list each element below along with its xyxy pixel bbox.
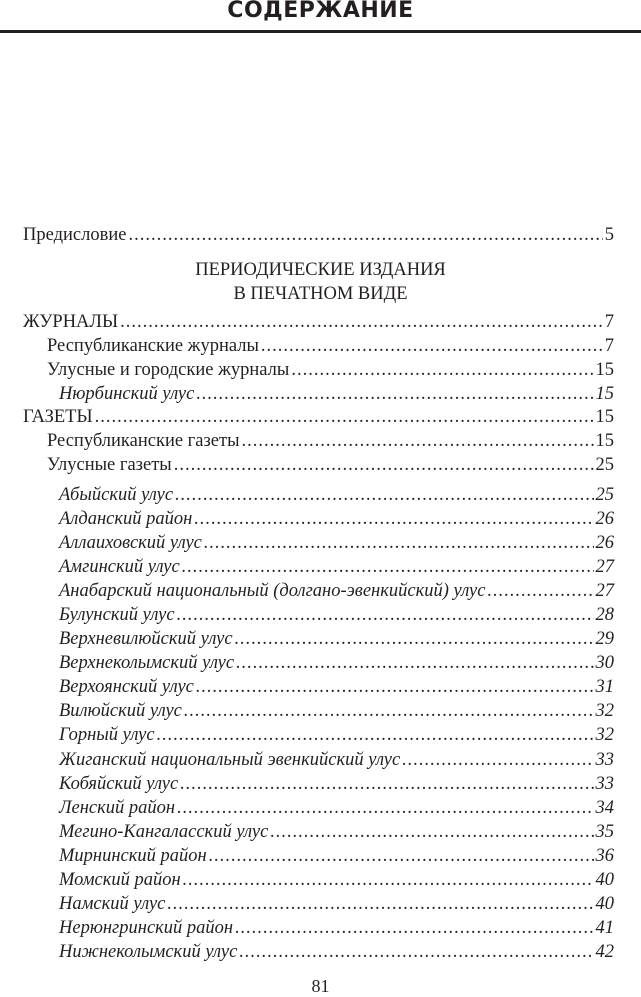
page-title: СОДЕРЖАНИЕ bbox=[227, 0, 414, 23]
dot-leader bbox=[291, 359, 593, 383]
toc-entry-page: 34 bbox=[595, 797, 614, 818]
dot-leader bbox=[182, 555, 594, 579]
toc-entry-label: Амгинский улус bbox=[59, 557, 180, 578]
toc-entry-label: Абыйский улус bbox=[59, 485, 174, 505]
toc-entry-label: Булунский улус bbox=[59, 605, 175, 626]
toc-entry-page: 7 bbox=[604, 335, 614, 356]
toc-entry[interactable] bbox=[59, 579, 614, 603]
toc-entry-preface[interactable] bbox=[23, 224, 614, 248]
toc-entry-label: Улусные газеты bbox=[47, 455, 172, 476]
toc-entry-page: 15 bbox=[595, 407, 614, 428]
toc-entry-label: Анабарский национальный (долгано-эвенкийский) улус bbox=[59, 581, 486, 602]
toc-entry-page: 26 bbox=[595, 509, 614, 530]
toc-entry[interactable] bbox=[47, 359, 614, 383]
toc-entry-label: Предисловие bbox=[23, 225, 127, 245]
toc-entry-label: Момский район bbox=[59, 869, 181, 890]
dot-leader bbox=[184, 699, 594, 723]
toc-entry-label: Верхоянский улус bbox=[59, 677, 194, 698]
dot-leader bbox=[128, 224, 602, 248]
toc-entry-label: Алданский район bbox=[59, 509, 193, 530]
dot-leader bbox=[235, 916, 593, 940]
toc-entry[interactable] bbox=[59, 892, 614, 916]
toc-entry-page: 26 bbox=[595, 533, 614, 554]
dot-leader bbox=[183, 868, 594, 892]
dot-leader bbox=[196, 675, 594, 699]
dot-leader bbox=[177, 796, 593, 820]
toc-entry[interactable] bbox=[59, 699, 614, 723]
toc-entry-page: 32 bbox=[595, 725, 614, 746]
toc-entry-label: Верхневилюйский улус bbox=[59, 629, 233, 650]
dot-leader bbox=[174, 454, 594, 478]
toc-entry-page: 28 bbox=[595, 605, 614, 626]
toc-entry-label: Ленский район bbox=[59, 797, 176, 818]
section-heading bbox=[0, 258, 641, 306]
toc-entry-page: 40 bbox=[595, 893, 614, 914]
dot-leader bbox=[196, 383, 593, 407]
toc-entries bbox=[0, 311, 641, 478]
toc-entry-page: 27 bbox=[595, 557, 614, 578]
toc-entry[interactable] bbox=[59, 651, 614, 675]
toc-entry[interactable] bbox=[59, 531, 614, 555]
toc-entry-label: ЖУРНАЛЫ bbox=[23, 312, 119, 332]
toc-entry[interactable] bbox=[59, 772, 614, 796]
dot-leader bbox=[487, 579, 593, 603]
toc-entry-label: Аллаиховский улус bbox=[59, 533, 202, 554]
toc-entry[interactable] bbox=[59, 796, 614, 820]
toc-entry-label: Горный улус bbox=[59, 725, 155, 746]
toc-entry[interactable] bbox=[59, 383, 614, 407]
toc-entry[interactable] bbox=[59, 603, 614, 627]
toc-entry[interactable] bbox=[59, 507, 614, 531]
toc-entry[interactable] bbox=[59, 627, 614, 651]
toc-entry-page: 30 bbox=[595, 653, 614, 674]
toc-entry-page: 32 bbox=[595, 701, 614, 722]
dot-leader bbox=[167, 892, 593, 916]
dot-leader bbox=[95, 406, 594, 430]
dot-leader bbox=[177, 603, 594, 627]
section-heading-line2: В ПЕЧАТНОМ ВИДЕ bbox=[233, 284, 408, 304]
toc-entry-label: Нижнеколымский улус bbox=[59, 941, 238, 962]
toc-entry-label: Намский улус bbox=[59, 893, 166, 914]
toc-entry-label: ГАЗЕТЫ bbox=[23, 407, 93, 428]
toc-entry[interactable] bbox=[59, 675, 614, 699]
dot-leader bbox=[194, 507, 593, 531]
toc-entry-page: 35 bbox=[595, 821, 614, 842]
dot-leader bbox=[175, 483, 593, 507]
toc-entry[interactable] bbox=[47, 335, 614, 359]
toc-entry[interactable] bbox=[23, 406, 614, 430]
toc-entry-page: 40 bbox=[595, 869, 614, 890]
toc-entry-label: Верхнеколымский улус bbox=[59, 653, 235, 674]
toc-entry[interactable] bbox=[59, 916, 614, 940]
dot-leader bbox=[239, 940, 593, 964]
toc-entry-label: Мегино-Кангаласский улус bbox=[59, 821, 269, 842]
toc-entry-page: 31 bbox=[595, 677, 614, 698]
toc-entry-page: 7 bbox=[604, 312, 614, 332]
dot-leader bbox=[235, 627, 594, 651]
toc-entry-label: Улусные и городские журналы bbox=[47, 359, 290, 380]
toc-entry-page: 41 bbox=[595, 917, 614, 938]
toc-entry[interactable] bbox=[59, 844, 614, 868]
dot-leader bbox=[157, 723, 594, 747]
toc-entry-label: Нерюнгринский район bbox=[59, 917, 234, 938]
toc-entry-page: 42 bbox=[595, 941, 614, 962]
toc-entry-page: 27 bbox=[595, 581, 614, 602]
toc-entry-label: Вилюйский улус bbox=[59, 701, 182, 722]
preface-block bbox=[0, 224, 641, 248]
dot-leader bbox=[270, 820, 593, 844]
toc-entry-label: Кобяйский улус bbox=[59, 773, 179, 794]
toc-entry[interactable] bbox=[59, 555, 614, 579]
toc-entry-label: Республиканские газеты bbox=[47, 431, 240, 452]
dot-leader bbox=[236, 651, 593, 675]
page-number: 81 bbox=[311, 976, 330, 996]
toc-entry-label: Республиканские журналы bbox=[47, 335, 259, 356]
section-heading-line1: ПЕРИОДИЧЕСКИЕ ИЗДАНИЯ bbox=[195, 260, 446, 280]
toc-entry-page: 29 bbox=[595, 629, 614, 650]
toc-entry[interactable] bbox=[59, 723, 614, 747]
title-divider bbox=[0, 30, 641, 33]
toc-entry-page: 15 bbox=[595, 431, 614, 452]
toc-entry-page: 15 bbox=[595, 383, 614, 404]
dot-leader bbox=[209, 844, 594, 868]
dot-leader bbox=[180, 772, 593, 796]
toc-ulus-entries bbox=[0, 483, 641, 964]
toc-entry-page: 25 bbox=[595, 485, 614, 505]
toc-entry[interactable] bbox=[47, 454, 614, 478]
toc-entry-page: 33 bbox=[595, 773, 614, 794]
toc-entry-page: 33 bbox=[595, 749, 614, 770]
dot-leader bbox=[261, 335, 603, 359]
toc-entry-label: Мирнинский район bbox=[59, 845, 207, 866]
toc-entry-page: 5 bbox=[604, 225, 614, 245]
toc-entry[interactable] bbox=[59, 483, 614, 507]
toc-entry-page: 36 bbox=[595, 845, 614, 866]
dot-leader bbox=[402, 748, 593, 772]
toc-entry[interactable] bbox=[23, 311, 614, 335]
toc-entry-label: Нюрбинский улус bbox=[59, 383, 195, 404]
toc-entry[interactable] bbox=[59, 748, 614, 772]
toc-entry-page: 25 bbox=[595, 455, 614, 476]
dot-leader bbox=[120, 311, 603, 335]
toc-entry[interactable] bbox=[59, 940, 614, 964]
toc-entry[interactable] bbox=[59, 820, 614, 844]
toc-entry[interactable] bbox=[47, 430, 614, 454]
toc-entry-label: Жиганский национальный эвенкийский улус bbox=[59, 749, 401, 770]
dot-leader bbox=[242, 430, 594, 454]
toc-entry[interactable] bbox=[59, 868, 614, 892]
dot-leader bbox=[204, 531, 594, 555]
toc-entry-page: 15 bbox=[595, 359, 614, 380]
